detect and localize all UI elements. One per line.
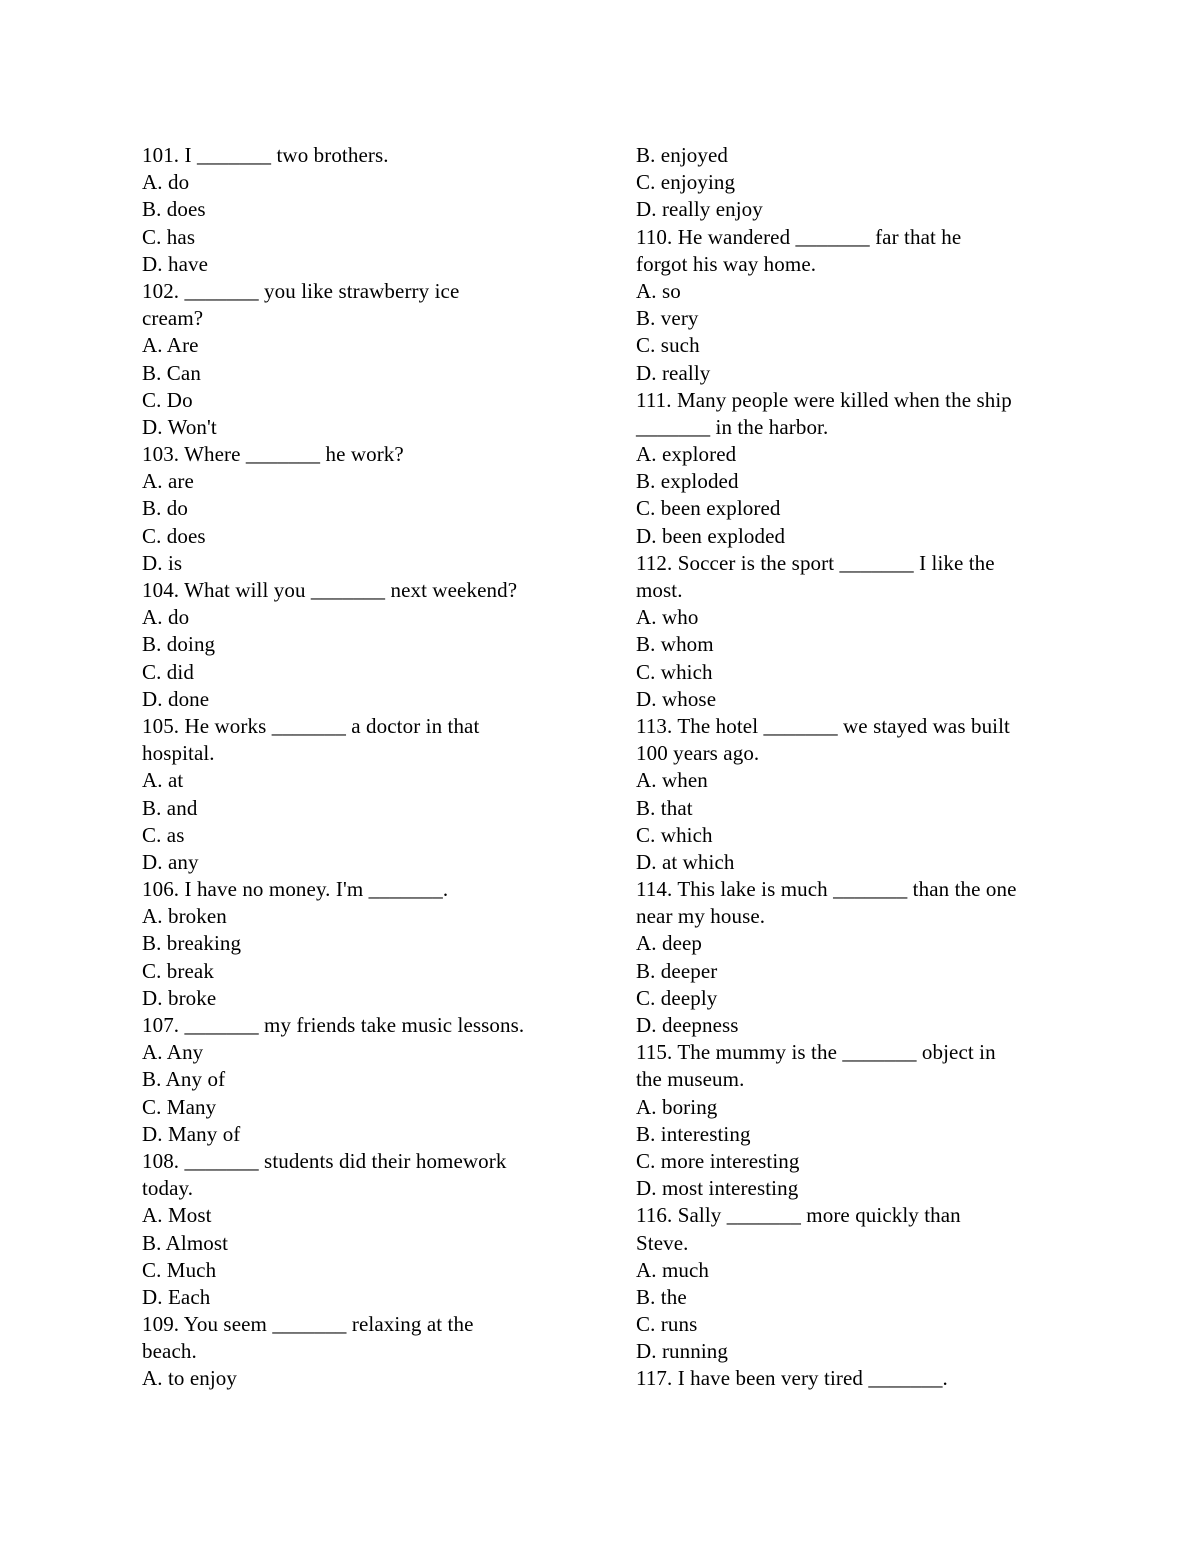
- question-line: 101. I _______ two brothers.: [142, 143, 389, 167]
- answer-option: C. does: [142, 523, 206, 548]
- question-continuation: the museum.: [636, 1067, 745, 1092]
- question-line: 111. Many people were killed when the ship: [636, 387, 1012, 412]
- answer-option: A. deep: [636, 931, 703, 956]
- question-line: 107. _______ my friends take music lessons.: [142, 1013, 525, 1037]
- answer-option: B. very: [636, 306, 699, 331]
- question-line: 109. You seem _______ relaxing at the: [142, 1312, 474, 1337]
- answer-option: A. to enjoy: [142, 1366, 238, 1391]
- answer-option: D. really: [636, 360, 711, 385]
- answer-option: B. whom: [636, 632, 714, 657]
- left-column: [142, 142, 582, 1393]
- answer-option: C. Much: [142, 1257, 217, 1282]
- question-line: 114. This lake is much _______ than the one: [636, 877, 1017, 902]
- answer-option: C. Many: [142, 1094, 217, 1119]
- answer-option: B. do: [142, 496, 189, 521]
- answer-option: B. and: [142, 795, 198, 820]
- answer-option: B. interesting: [636, 1121, 751, 1146]
- question-continuation: 100 years ago.: [636, 741, 760, 766]
- answer-option: A. who: [636, 605, 699, 630]
- answer-option: B. does: [142, 197, 206, 222]
- answer-option: B. breaking: [142, 931, 242, 956]
- answer-option: C. Do: [142, 387, 193, 412]
- answer-option: D. is: [142, 550, 183, 575]
- answer-option: C. more interesting: [636, 1148, 800, 1173]
- question-line: 110. He wandered _______ far that he: [636, 224, 962, 249]
- answer-option: A. Most: [142, 1203, 212, 1228]
- answer-option: D. Each: [142, 1284, 211, 1309]
- question-line: 104. What will you _______ next weekend?: [142, 578, 518, 602]
- question-continuation: forgot his way home.: [636, 251, 817, 276]
- answer-option: D. really enjoy: [636, 197, 763, 222]
- answer-option: C. has: [142, 224, 196, 249]
- answer-option: C. as: [142, 822, 185, 847]
- answer-option: C. runs: [636, 1312, 698, 1337]
- answer-option: C. such: [636, 333, 700, 358]
- answer-option: C. did: [142, 659, 194, 684]
- answer-option: A. Are: [142, 333, 199, 358]
- answer-option: D. Many of: [142, 1121, 241, 1146]
- answer-option: D. deepness: [636, 1013, 739, 1037]
- question-continuation: cream?: [142, 306, 204, 331]
- answer-option: B. that: [636, 795, 693, 820]
- answer-option: A. when: [636, 768, 708, 793]
- answer-option: D. any: [142, 849, 199, 874]
- answer-option: D. at which: [636, 849, 735, 874]
- answer-option: A. broken: [142, 904, 227, 929]
- answer-option: C. deeply: [636, 985, 718, 1010]
- answer-option: A. explored: [636, 442, 737, 467]
- question-line: 112. Soccer is the sport _______ I like the: [636, 550, 995, 575]
- answer-option: B. Any of: [142, 1067, 226, 1092]
- question-line: 113. The hotel _______ we stayed was built: [636, 713, 1010, 738]
- answer-option: C. break: [142, 958, 214, 983]
- answer-option: D. running: [636, 1339, 728, 1364]
- question-continuation: most.: [636, 578, 683, 602]
- answer-option: B. the: [636, 1284, 687, 1309]
- answer-option: C. enjoying: [636, 170, 736, 195]
- answer-option: D. done: [142, 686, 210, 711]
- answer-option: A. are: [142, 469, 194, 494]
- question-line: 115. The mummy is the _______ object in: [636, 1040, 996, 1065]
- answer-option: C. been explored: [636, 496, 781, 521]
- answer-option: A. do: [142, 170, 190, 195]
- answer-option: A. at: [142, 768, 184, 793]
- question-continuation: _______ in the harbor.: [636, 414, 829, 439]
- answer-option: D. broke: [142, 985, 217, 1010]
- answer-option: D. have: [142, 251, 209, 276]
- answer-option: D. been exploded: [636, 523, 786, 548]
- answer-option: C. which: [636, 822, 713, 847]
- question-continuation: beach.: [142, 1339, 197, 1364]
- question-line: 108. _______ students did their homework: [142, 1148, 507, 1173]
- answer-option: D. Won't: [142, 414, 217, 439]
- answer-option: B. deeper: [636, 958, 718, 983]
- answer-option: A. so: [636, 278, 681, 303]
- answer-option: A. much: [636, 1257, 710, 1282]
- answer-option: C. which: [636, 659, 713, 684]
- answer-option: D. most interesting: [636, 1176, 799, 1201]
- question-line: 116. Sally _______ more quickly than: [636, 1203, 961, 1228]
- question-continuation: hospital.: [142, 741, 215, 766]
- answer-option: D. whose: [636, 686, 717, 711]
- answer-option: A. boring: [636, 1094, 718, 1119]
- answer-option: B. enjoyed: [636, 143, 728, 167]
- answer-option: B. doing: [142, 632, 216, 657]
- question-continuation: near my house.: [636, 904, 766, 929]
- answer-option: B. Almost: [142, 1230, 229, 1255]
- question-line: 117. I have been very tired _______.: [636, 1366, 948, 1391]
- answer-option: B. exploded: [636, 469, 739, 494]
- right-column: [636, 142, 1076, 1393]
- question-line: 103. Where _______ he work?: [142, 442, 404, 467]
- question-line: 105. He works _______ a doctor in that: [142, 713, 480, 738]
- question-line: 106. I have no money. I'm _______.: [142, 877, 449, 902]
- answer-option: A. do: [142, 605, 190, 630]
- question-line: 102. _______ you like strawberry ice: [142, 278, 460, 303]
- answer-option: B. Can: [142, 360, 201, 385]
- question-continuation: today.: [142, 1176, 194, 1201]
- answer-option: A. Any: [142, 1040, 204, 1065]
- question-continuation: Steve.: [636, 1230, 689, 1255]
